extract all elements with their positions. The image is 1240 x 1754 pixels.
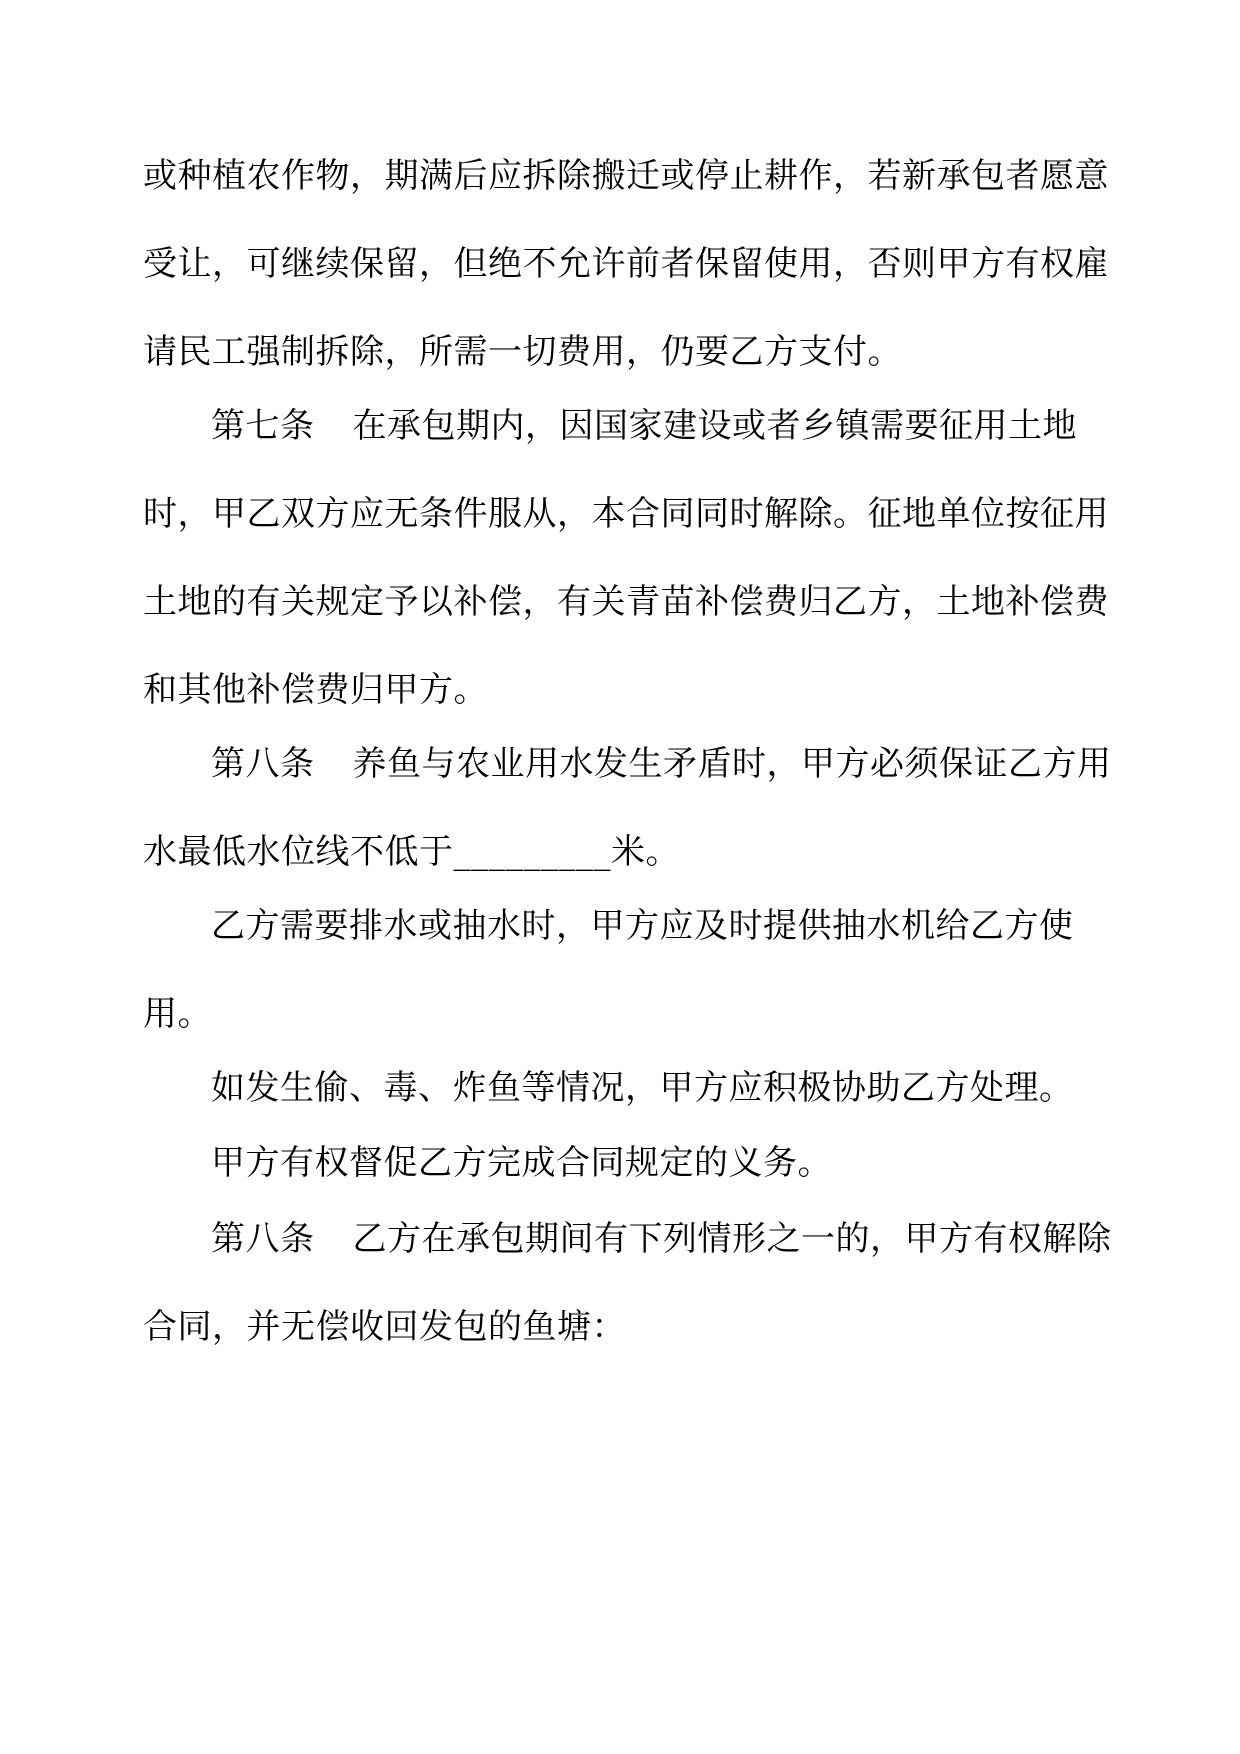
article-7-label: 第七条	[211, 406, 315, 446]
water-level-unit: 米。	[611, 832, 680, 872]
article-8b-line	[211, 1219, 1112, 1259]
text-line: 甲方有权督促乙方完成合同规定的义务。	[211, 1143, 832, 1183]
article-8b-label: 第八条	[211, 1219, 315, 1259]
text-line: 请民工强制拆除，所需一切费用，仍要乙方支付。	[143, 332, 902, 372]
article-8a-text: 养鱼与农业用水发生矛盾时，甲方必须保证乙方用	[352, 744, 1112, 784]
text-line: 时，甲乙双方应无条件服从，本合同同时解除。征地单位按征用	[143, 494, 1109, 534]
article-7-text: 在承包期内，因国家建设或者乡镇需要征用土地	[352, 406, 1077, 446]
text-line: 如发生偷、毒、炸鱼等情况，甲方应积极协助乙方处理。	[211, 1068, 1074, 1108]
article-8a-line	[211, 744, 1112, 784]
article-7-line	[211, 406, 1077, 446]
text-line: 和其他补偿费归甲方。	[143, 670, 488, 710]
text-line: 合同，并无偿收回发包的鱼塘：	[143, 1307, 626, 1347]
text-line: 土地的有关规定予以补偿，有关青苗补偿费归乙方，土地补偿费	[143, 582, 1109, 622]
water-level-line	[143, 832, 680, 872]
article-8a-label: 第八条	[211, 744, 315, 784]
text-line: 或种植农作物，期满后应拆除搬迁或停止耕作，若新承包者愿意	[143, 156, 1109, 196]
pump-line: 乙方需要排水或抽水时，甲方应及时提供抽水机给乙方使	[211, 906, 1074, 946]
text-line: 受让，可继续保留，但绝不允许前者保留使用，否则甲方有权雇	[143, 244, 1109, 284]
water-level-blank: _________	[453, 832, 611, 872]
article-8b-text: 乙方在承包期间有下列情形之一的，甲方有权解除	[352, 1219, 1112, 1259]
water-level-text: 水最低水位线不低于	[143, 832, 454, 872]
text-line: 用。	[143, 994, 212, 1034]
